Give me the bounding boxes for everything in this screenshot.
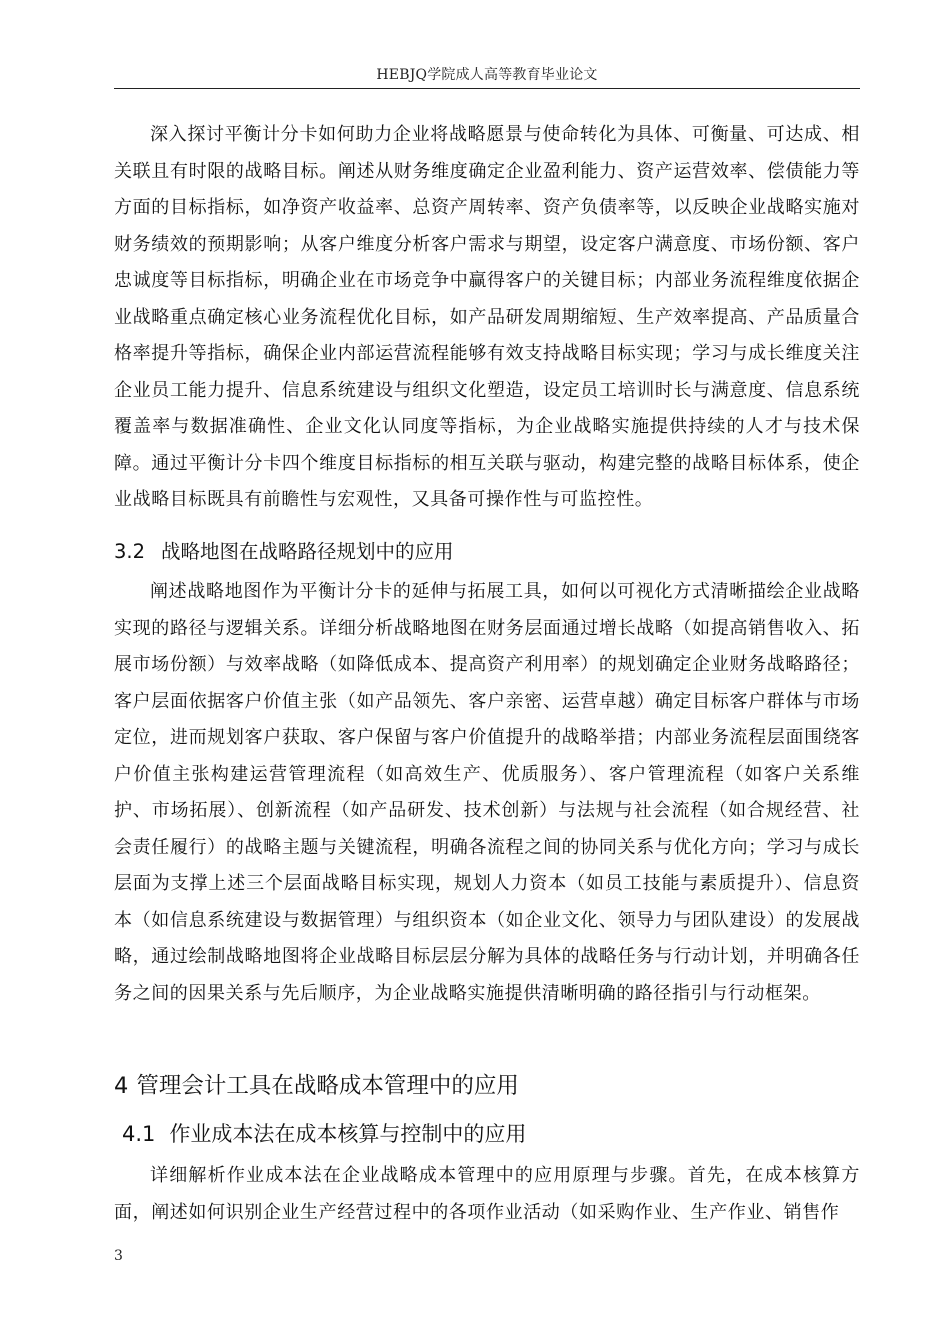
section-3-1-body <box>114 117 860 519</box>
heading-3-2-title: 战略地图在战略路径规划中的应用 <box>161 540 454 563</box>
section-4-1-body <box>114 1158 860 1231</box>
heading-3-2 <box>114 536 860 564</box>
running-header: HEBJQ学院成人高等教育毕业论文 <box>376 67 598 83</box>
header-rule <box>114 88 860 89</box>
heading-4-1-title: 作业成本法在成本核算与控制中的应用 <box>169 1122 527 1146</box>
paragraph-strategy-map: 阐述战略地图作为平衡计分卡的延伸与拓展工具，如何以可视化方式清晰描绘企业战略实现的路径与逻辑关系。详细分析战略地图在财务层面通过增长战略（如提高销售收入、拓展市场份额）与效率战略（如降低成本、提高资产利用率）的规划确定企业财务战略路径；客户层面依据客户价值主张（如产品领先、客户亲密、运营卓越）确定目标客户群体与市场定位，进而规划客户获取、客户保留与客户价值提升的战略举措；内部业务流程层面围绕客户价值主张构建运营管理流程（如高效生产、优质服务）、客户管理流程（如客户关系维护、市场拓展）、创新流程（如产品研发、技术创新）与法规与社会流程（如合规经营、社会责任履行）的战略主题与关键流程，明确各流程之间的协同关系与优化方向；学习与成长层面为支撑上述三个层面战略目标实现，规划人力资本（如员工技能与素质提升）、信息资本（如信息系统建设与数据管理）与组织资本（如企业文化、领导力与团队建设）的发展战略，通过绘制战略地图将企业战略目标层层分解为具体的战略任务与行动计划，并明确各任务之间的因果关系与先后顺序，为企业战略实施提供清晰明确的路径指引与行动框架。 <box>114 581 860 1004</box>
page-number: 3 <box>114 1248 123 1264</box>
heading-4-1 <box>122 1118 868 1148</box>
heading-4 <box>114 1068 860 1100</box>
heading-3-2-number: 3.2 <box>114 540 146 563</box>
heading-4-1-number: 4.1 <box>122 1122 156 1146</box>
heading-4-title: 管理会计工具在战略成本管理中的应用 <box>136 1073 519 1099</box>
paragraph-activity-based-costing: 详细解析作业成本法在企业战略成本管理中的应用原理与步骤。首先，在成本核算方面，阐述如何识别企业生产经营过程中的各项作业活动（如采购作业、生产作业、销售作 <box>114 1165 860 1223</box>
heading-4-number: 4 <box>114 1073 129 1099</box>
paragraph-strategic-goals: 深入探讨平衡计分卡如何助力企业将战略愿景与使命转化为具体、可衡量、可达成、相关联且有时限的战略目标。阐述从财务维度确定企业盈利能力、资产运营效率、偿债能力等方面的目标指标，如净资产收益率、总资产周转率、资产负债率等，以反映企业战略实施对财务绩效的预期影响；从客户维度分析客户需求与期望，设定客户满意度、市场份额、客户忠诚度等目标指标，明确企业在市场竞争中赢得客户的关键目标；内部业务流程维度依据企业战略重点确定核心业务流程优化目标，如产品研发周期缩短、生产效率提高、产品质量合格率提升等指标，确保企业内部运营流程能够有效支持战略目标实现；学习与成长维度关注企业员工能力提升、信息系统建设与组织文化塑造，设定员工培训时长与满意度、信息系统覆盖率与数据准确性、企业文化认同度等指标，为企业战略实施提供持续的人才与技术保障。通过平衡计分卡四个维度目标指标的相互关联与驱动，构建完整的战略目标体系，使企业战略目标既具有前瞻性与宏观性，又具备可操作性与可监控性。 <box>114 124 860 510</box>
section-3-2-body <box>114 574 860 1012</box>
